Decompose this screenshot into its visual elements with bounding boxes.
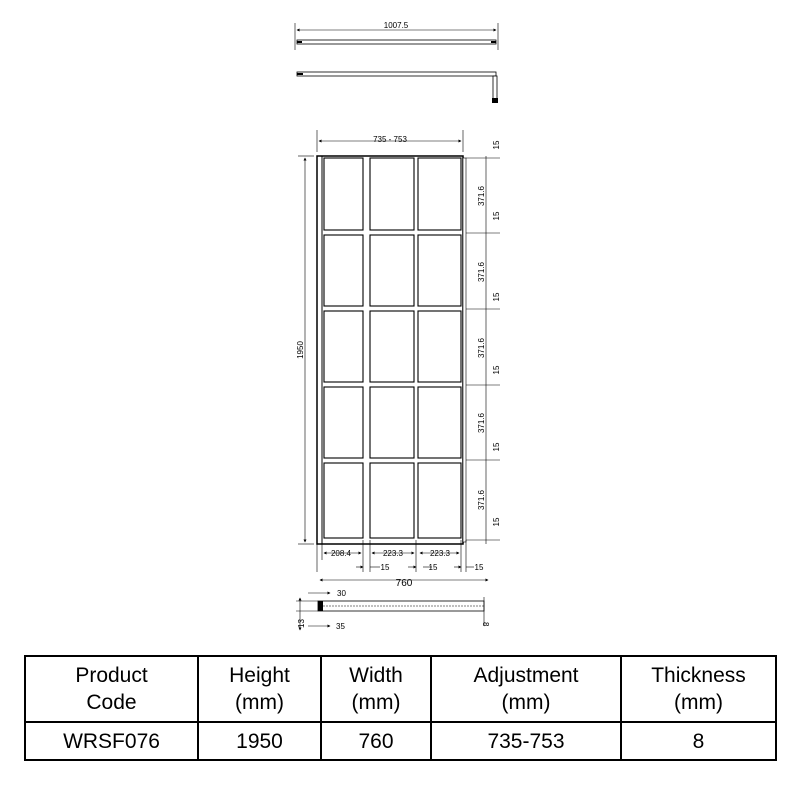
bar-thickness-label-1: 15 xyxy=(492,140,501,150)
profile-height-label: 13 xyxy=(297,619,306,628)
glass-pane-11 xyxy=(370,387,414,458)
header-height: Height (mm) xyxy=(198,656,321,722)
glass-pane-4 xyxy=(324,235,363,306)
glass-pane-1 xyxy=(324,158,363,230)
header-adjustment: Adjustment (mm) xyxy=(431,656,621,722)
row-dimensions xyxy=(466,140,501,540)
glass-pane-12 xyxy=(418,387,461,458)
header-product-code: Product Code xyxy=(25,656,198,722)
overall-width-label: 760 xyxy=(395,578,413,589)
table-header-row xyxy=(25,656,776,722)
plan-view xyxy=(297,72,498,103)
profile-depth-label: 30 xyxy=(337,589,346,598)
glass-pane-14 xyxy=(370,463,414,538)
glass-pane-6 xyxy=(418,235,461,306)
bar-width-label-3: 15 xyxy=(474,563,484,572)
width-range-label: 735 - 753 xyxy=(373,135,407,144)
glass-pane-5 xyxy=(370,235,414,306)
value-width: 760 xyxy=(321,722,431,760)
profile-width-label: 35 xyxy=(336,622,345,631)
glass-pane-7 xyxy=(324,311,363,382)
bar-thickness-label-2: 15 xyxy=(492,211,501,221)
glass-pane-13 xyxy=(324,463,363,538)
glass-pane-9 xyxy=(418,311,461,382)
spec-table xyxy=(24,655,777,761)
pane-width-label-2: 223.3 xyxy=(382,549,404,558)
panel-grid xyxy=(324,158,461,538)
row-height-label-5: 371.6 xyxy=(477,489,486,511)
row-height-label-3: 371.6 xyxy=(477,337,486,359)
pane-width-label-1: 208.4 xyxy=(330,549,352,558)
value-product-code: WRSF076 xyxy=(25,722,198,760)
glass-pane-15 xyxy=(418,463,461,538)
top-width-label: 1007.5 xyxy=(383,21,409,30)
bar-width-label-1: 15 xyxy=(380,563,390,572)
bar-thickness-label-3: 15 xyxy=(492,292,501,302)
profile-section xyxy=(296,593,484,630)
bar-thickness-label-6: 15 xyxy=(492,517,501,527)
row-height-label-4: 371.6 xyxy=(477,412,486,434)
bar-thickness-label-5: 15 xyxy=(492,442,501,452)
glass-pane-3 xyxy=(418,158,461,230)
glass-thickness-label: 8 xyxy=(481,622,490,627)
table-row xyxy=(25,722,776,760)
value-thickness: 8 xyxy=(621,722,776,760)
glass-pane-2 xyxy=(370,158,414,230)
height-label: 1950 xyxy=(296,341,305,359)
row-height-label-2: 371.6 xyxy=(477,261,486,283)
glass-pane-10 xyxy=(324,387,363,458)
glass-pane-8 xyxy=(370,311,414,382)
value-adjustment: 735-753 xyxy=(431,722,621,760)
bar-thickness-label-4: 15 xyxy=(492,365,501,375)
pane-width-label-3: 223.3 xyxy=(429,549,451,558)
header-width: Width (mm) xyxy=(321,656,431,722)
row-height-label-1: 371.6 xyxy=(477,185,486,207)
bar-width-label-2: 15 xyxy=(428,563,438,572)
value-height: 1950 xyxy=(198,722,321,760)
header-thickness: Thickness (mm) xyxy=(621,656,776,722)
